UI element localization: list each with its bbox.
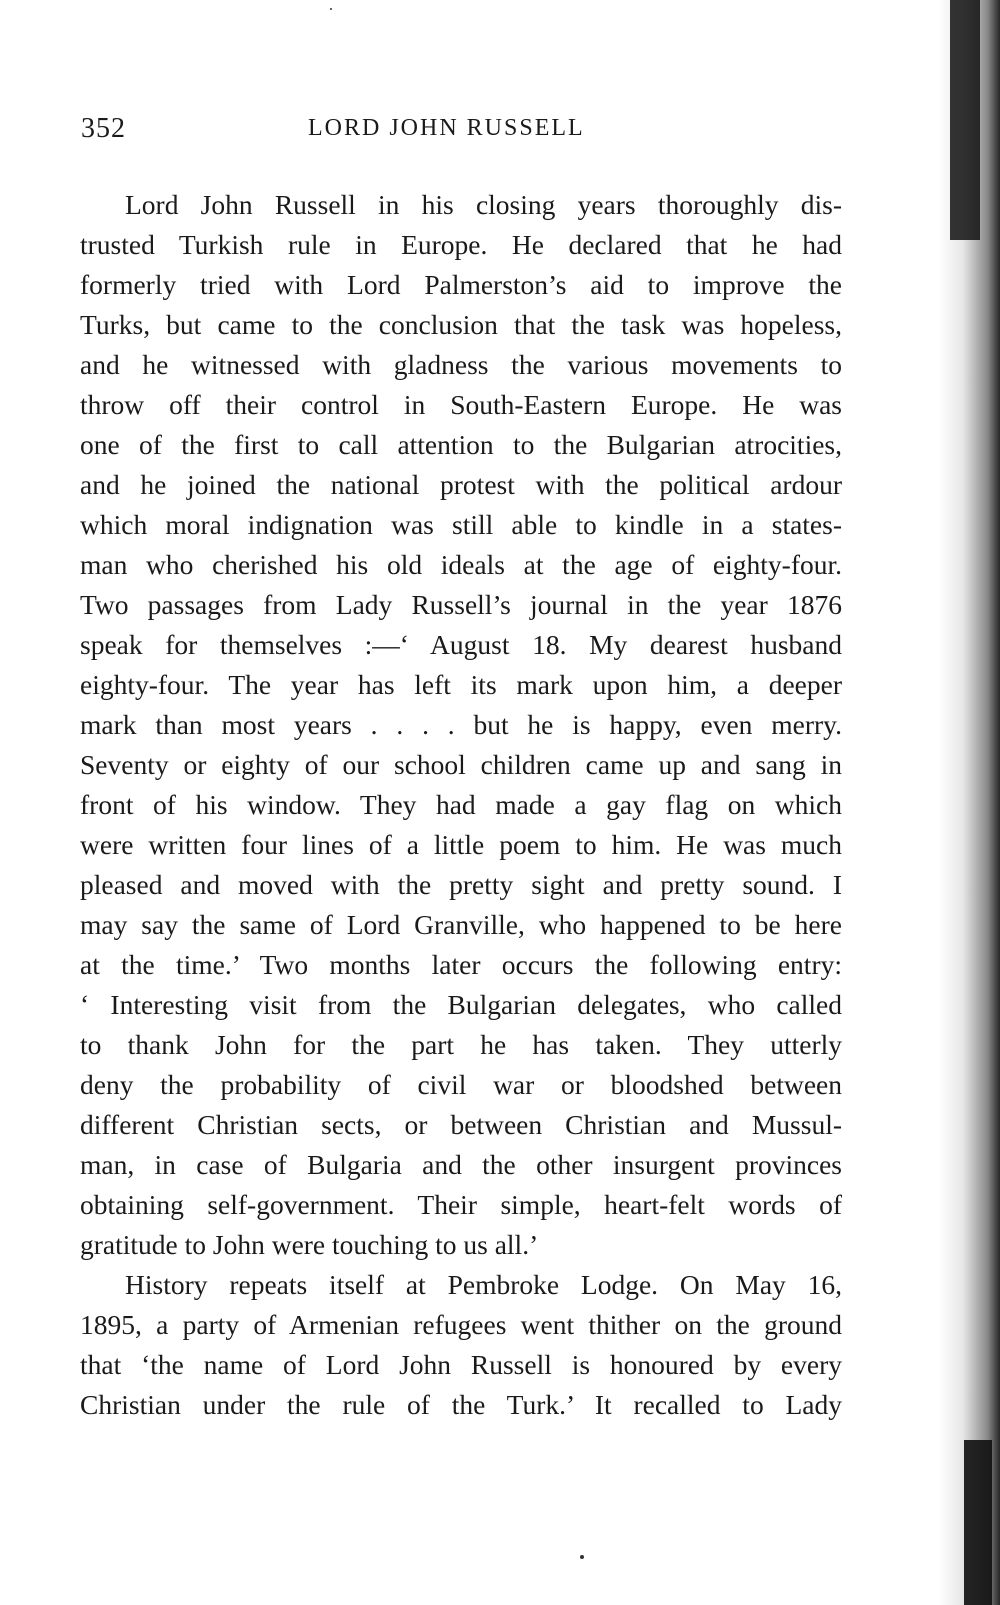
text-line: to thank John for the part he has taken. They utterly: [80, 1029, 842, 1060]
running-head: LORD JOHN RUSSELL: [308, 115, 585, 141]
text-line: may say the same of Lord Granville, who happened to be here: [80, 909, 842, 940]
text-line: Lord John Russell in his closing years thoroughly dis-: [125, 189, 842, 220]
text-line: formerly tried with Lord Palmerston’s aid to improve the: [80, 269, 842, 300]
scan-speck: [580, 1555, 584, 1559]
text-line: and he witnessed with gladness the various movements to: [80, 349, 842, 380]
text-line: Two passages from Lady Russell’s journal in the year 1876: [80, 589, 842, 620]
text-line: Christian under the rule of the Turk.’ It recalled to Lady: [80, 1389, 842, 1420]
text-line: eighty-four. The year has left its mark upon him, a deeper: [80, 669, 842, 700]
text-line: were written four lines of a little poem to him. He was much: [80, 829, 842, 860]
page-number: 352: [81, 113, 126, 144]
text-line: Seventy or eighty of our school children came up and sang in: [80, 749, 842, 780]
text-line: and he joined the national protest with the political ardour: [80, 469, 842, 500]
scan-speck: [330, 8, 332, 10]
text-line: front of his window. They had made a gay flag on which: [80, 789, 842, 820]
text-line: mark than most years . . . . but he is happy, even merry.: [80, 709, 842, 740]
text-line: 1895, a party of Armenian refugees went thither on the ground: [80, 1309, 842, 1340]
text-line: one of the first to call attention to the Bulgarian atrocities,: [80, 429, 842, 460]
text-line: trusted Turkish rule in Europe. He declared that he had: [80, 229, 842, 260]
text-line: at the time.’ Two months later occurs the following entry:: [80, 949, 842, 980]
body-text: [80, 185, 842, 1425]
scan-edge-band-bottom: [964, 1440, 992, 1605]
text-line: History repeats itself at Pembroke Lodge. On May 16,: [125, 1269, 842, 1300]
text-line: obtaining self-government. Their simple, heart-felt words of: [80, 1189, 842, 1220]
text-line: man, in case of Bulgaria and the other insurgent provinces: [80, 1149, 842, 1180]
text-line: speak for themselves :—‘ August 18. My dearest husband: [80, 629, 842, 660]
scan-edge-band-top: [950, 0, 980, 240]
text-line: man who cherished his old ideals at the age of eighty-four.: [80, 549, 842, 580]
text-line: pleased and moved with the pretty sight and pretty sound. I: [80, 869, 842, 900]
text-line: different Christian sects, or between Christian and Mussul-: [80, 1109, 842, 1140]
text-line: which moral indignation was still able to kindle in a states-: [80, 509, 842, 540]
text-line: Turks, but came to the conclusion that the task was hopeless,: [80, 309, 842, 340]
scan-edge-shadow: [938, 0, 1000, 1605]
text-line: gratitude to John were touching to us all.’: [80, 1229, 539, 1260]
text-line: deny the probability of civil war or bloodshed between: [80, 1069, 842, 1100]
text-line: that ‘the name of Lord John Russell is honoured by every: [80, 1349, 842, 1380]
page-header: [81, 113, 781, 153]
text-line: throw off their control in South-Eastern Europe. He was: [80, 389, 842, 420]
text-line: ‘ Interesting visit from the Bulgarian delegates, who called: [80, 989, 842, 1020]
